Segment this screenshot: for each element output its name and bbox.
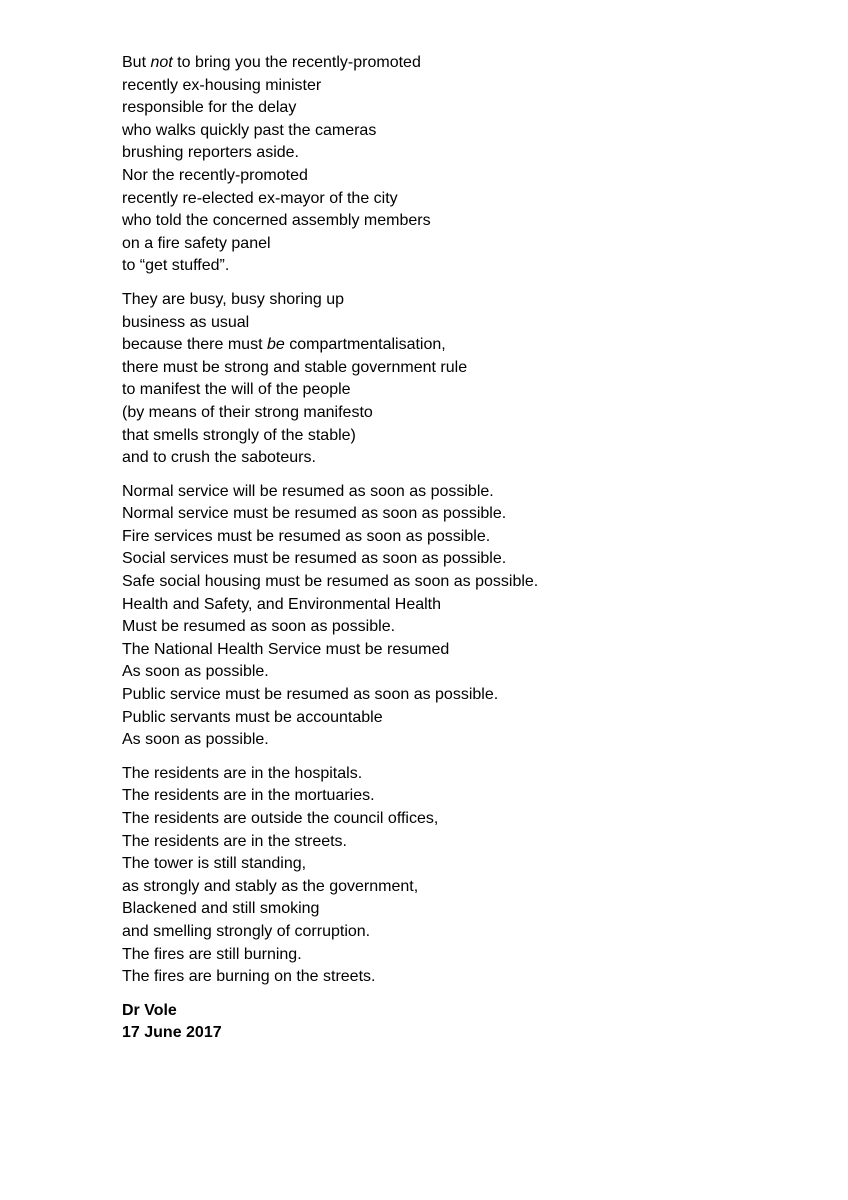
emphasized-word: be bbox=[266, 336, 285, 354]
signature-block bbox=[122, 1000, 822, 1045]
poem-line: Fire services must be resumed as soon as possible. bbox=[122, 527, 491, 545]
poem-line: The National Health Service must be resumed bbox=[122, 640, 450, 658]
poem-line: Public service must be resumed as soon as possible. bbox=[122, 686, 499, 704]
emphasized-word: not bbox=[150, 54, 173, 71]
poem-line: there must be strong and stable government rule bbox=[122, 358, 468, 376]
poem-line: brushing reporters aside. bbox=[122, 144, 299, 162]
poem-line: The tower is still standing, bbox=[122, 855, 307, 873]
poem-line: As soon as possible. bbox=[122, 731, 269, 749]
poem-line: Normal service will be resumed as soon as possible. bbox=[122, 482, 494, 500]
poem-line: that smells strongly of the stable) bbox=[122, 426, 356, 444]
line-segment: because there must bbox=[122, 336, 267, 354]
poem-line: Health and Safety, and Environmental Health bbox=[122, 595, 442, 613]
author-name: Dr Vole bbox=[122, 1001, 177, 1019]
stanza bbox=[122, 481, 822, 752]
stanza bbox=[122, 763, 822, 989]
poem-line: and to crush the saboteurs. bbox=[122, 449, 316, 467]
poem-line: recently ex-housing minister bbox=[122, 76, 322, 94]
poem-line: on a fire safety panel bbox=[122, 234, 271, 252]
poem-line: The fires are still burning. bbox=[122, 945, 302, 963]
poem-line bbox=[122, 52, 822, 75]
poem-line: Blackened and still smoking bbox=[122, 900, 320, 918]
poem-line: (by means of their strong manifesto bbox=[122, 403, 373, 421]
stanza bbox=[122, 52, 822, 278]
poem-line: The residents are in the streets. bbox=[122, 832, 347, 850]
poem-line: The fires are burning on the streets. bbox=[122, 968, 376, 986]
poem-line: as strongly and stably as the government, bbox=[122, 877, 419, 895]
line-segment: But bbox=[122, 54, 151, 71]
poem-line: business as usual bbox=[122, 313, 250, 331]
poem-line: The residents are in the hospitals. bbox=[122, 764, 363, 782]
poem-line: Safe social housing must be resumed as soon as possible. bbox=[122, 573, 539, 591]
poem-line: to manifest the will of the people bbox=[122, 381, 351, 399]
line-segment: compartmentalisation, bbox=[284, 336, 446, 354]
poem-line: who walks quickly past the cameras bbox=[122, 121, 377, 139]
stanza bbox=[122, 289, 822, 470]
poem-line: As soon as possible. bbox=[122, 663, 269, 681]
poem-line: Normal service must be resumed as soon as possible. bbox=[122, 505, 507, 523]
poem-line bbox=[122, 334, 822, 357]
poem-line: They are busy, busy shoring up bbox=[122, 290, 345, 308]
poem-line: Must be resumed as soon as possible. bbox=[122, 618, 396, 636]
poem-line: to “get stuffed”. bbox=[122, 257, 230, 275]
poem-line: Social services must be resumed as soon as possible. bbox=[122, 550, 507, 568]
poem-line: The residents are outside the council offices, bbox=[122, 810, 439, 827]
poem-line: recently re-elected ex-mayor of the city bbox=[122, 189, 398, 207]
poem-body bbox=[122, 52, 822, 989]
poem bbox=[122, 52, 822, 1045]
poem-line: The residents are in the mortuaries. bbox=[122, 787, 375, 805]
poem-line: responsible for the delay bbox=[122, 99, 297, 117]
poem-line: and smelling strongly of corruption. bbox=[122, 922, 371, 940]
poem-line: Public servants must be accountable bbox=[122, 708, 383, 726]
poem-line: who told the concerned assembly members bbox=[122, 212, 431, 230]
line-segment: to bring you the recently-promoted bbox=[172, 54, 421, 71]
poem-date: 17 June 2017 bbox=[122, 1024, 222, 1042]
poem-line: Nor the recently-promoted bbox=[122, 166, 308, 184]
